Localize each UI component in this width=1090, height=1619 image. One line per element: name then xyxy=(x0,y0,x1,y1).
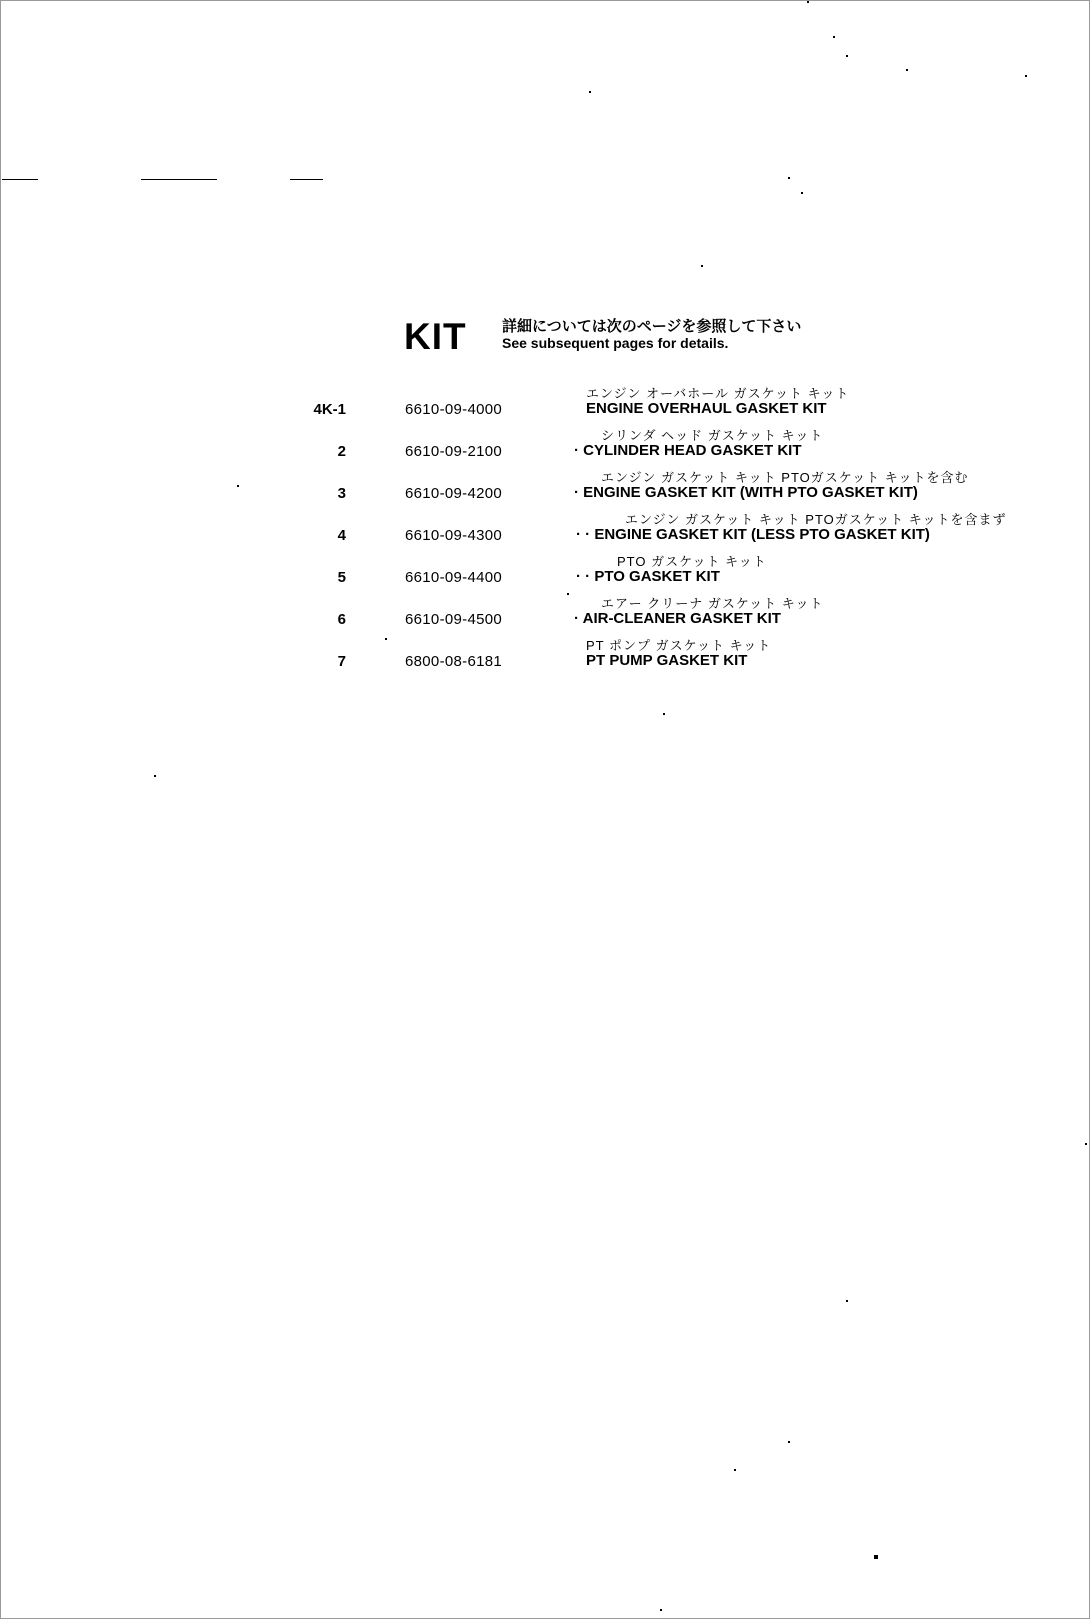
item-number: 5 xyxy=(337,569,346,586)
part-name-jp: エンジン ガスケット キット PTOガスケット キットを含まず xyxy=(625,512,1007,527)
part-name-en: · · ENGINE GASKET KIT (LESS PTO GASKET KIT) xyxy=(576,526,930,543)
scan-speck xyxy=(589,91,591,93)
scan-speck xyxy=(788,177,790,179)
kit-note xyxy=(502,318,801,351)
parts-row xyxy=(0,591,1090,633)
part-name-en: ENGINE OVERHAUL GASKET KIT xyxy=(586,400,827,417)
scan-speck xyxy=(906,69,908,71)
scan-speck xyxy=(846,1300,848,1302)
scan-speck xyxy=(1025,75,1027,77)
part-number: 6610-09-2100 xyxy=(405,443,503,460)
part-number: 6610-09-4200 xyxy=(405,485,503,502)
part-name-jp: PT ポンプ ガスケット キット xyxy=(586,638,772,653)
part-number: 6610-09-4300 xyxy=(405,527,503,544)
parts-row xyxy=(0,549,1090,591)
scan-speck xyxy=(701,265,703,267)
parts-row xyxy=(0,507,1090,549)
scan-speck xyxy=(846,55,848,57)
part-number: 6610-09-4000 xyxy=(405,401,503,418)
part-number: 6610-09-4500 xyxy=(405,611,503,628)
scan-speck xyxy=(801,192,803,194)
part-name-en: · CYLINDER HEAD GASKET KIT xyxy=(574,442,802,459)
item-number: 4 xyxy=(337,527,346,544)
part-number: 6800-08-6181 xyxy=(405,653,503,670)
part-name-en: · · PTO GASKET KIT xyxy=(576,568,720,585)
parts-row xyxy=(0,381,1090,423)
parts-row xyxy=(0,423,1090,465)
part-name-en: PT PUMP GASKET KIT xyxy=(586,652,748,669)
parts-row xyxy=(0,633,1090,675)
scan-speck xyxy=(663,713,665,715)
part-name-en: · AIR-CLEANER GASKET KIT xyxy=(574,610,781,627)
kit-note-en: See subsequent pages for details. xyxy=(502,335,729,351)
kit-title: KIT xyxy=(404,316,467,357)
item-number: 4K-1 xyxy=(313,401,346,418)
scan-speck xyxy=(660,1609,662,1611)
scan-speck xyxy=(154,775,156,777)
scan-speck xyxy=(807,1,809,3)
part-name-en: · ENGINE GASKET KIT (WITH PTO GASKET KIT) xyxy=(574,484,918,501)
part-name-jp: エンジン オーバホール ガスケット キット xyxy=(586,386,850,401)
header-rule-3 xyxy=(290,179,323,180)
item-number: 3 xyxy=(337,485,346,502)
part-name-jp: エンジン ガスケット キット PTOガスケット キットを含む xyxy=(601,470,969,485)
item-number: 6 xyxy=(337,611,346,628)
part-name-jp: シリンダ ヘッド ガスケット キット xyxy=(601,428,824,443)
scan-speck xyxy=(1085,1143,1087,1145)
header-rule-1 xyxy=(2,179,38,180)
item-number: 2 xyxy=(337,443,346,460)
part-name-jp: エアー クリーナ ガスケット キット xyxy=(601,596,824,611)
scan-speck xyxy=(788,1441,790,1443)
item-number: 7 xyxy=(337,653,346,670)
scan-speck xyxy=(734,1469,736,1471)
parts-row xyxy=(0,465,1090,507)
part-number: 6610-09-4400 xyxy=(405,569,503,586)
scan-speck xyxy=(833,36,835,38)
scan-speck xyxy=(874,1555,878,1559)
kit-note-jp: 詳細については次のページを参照して下さい xyxy=(502,318,802,335)
header-rule-2 xyxy=(141,179,217,180)
part-name-jp: PTO ガスケット キット xyxy=(617,554,767,569)
